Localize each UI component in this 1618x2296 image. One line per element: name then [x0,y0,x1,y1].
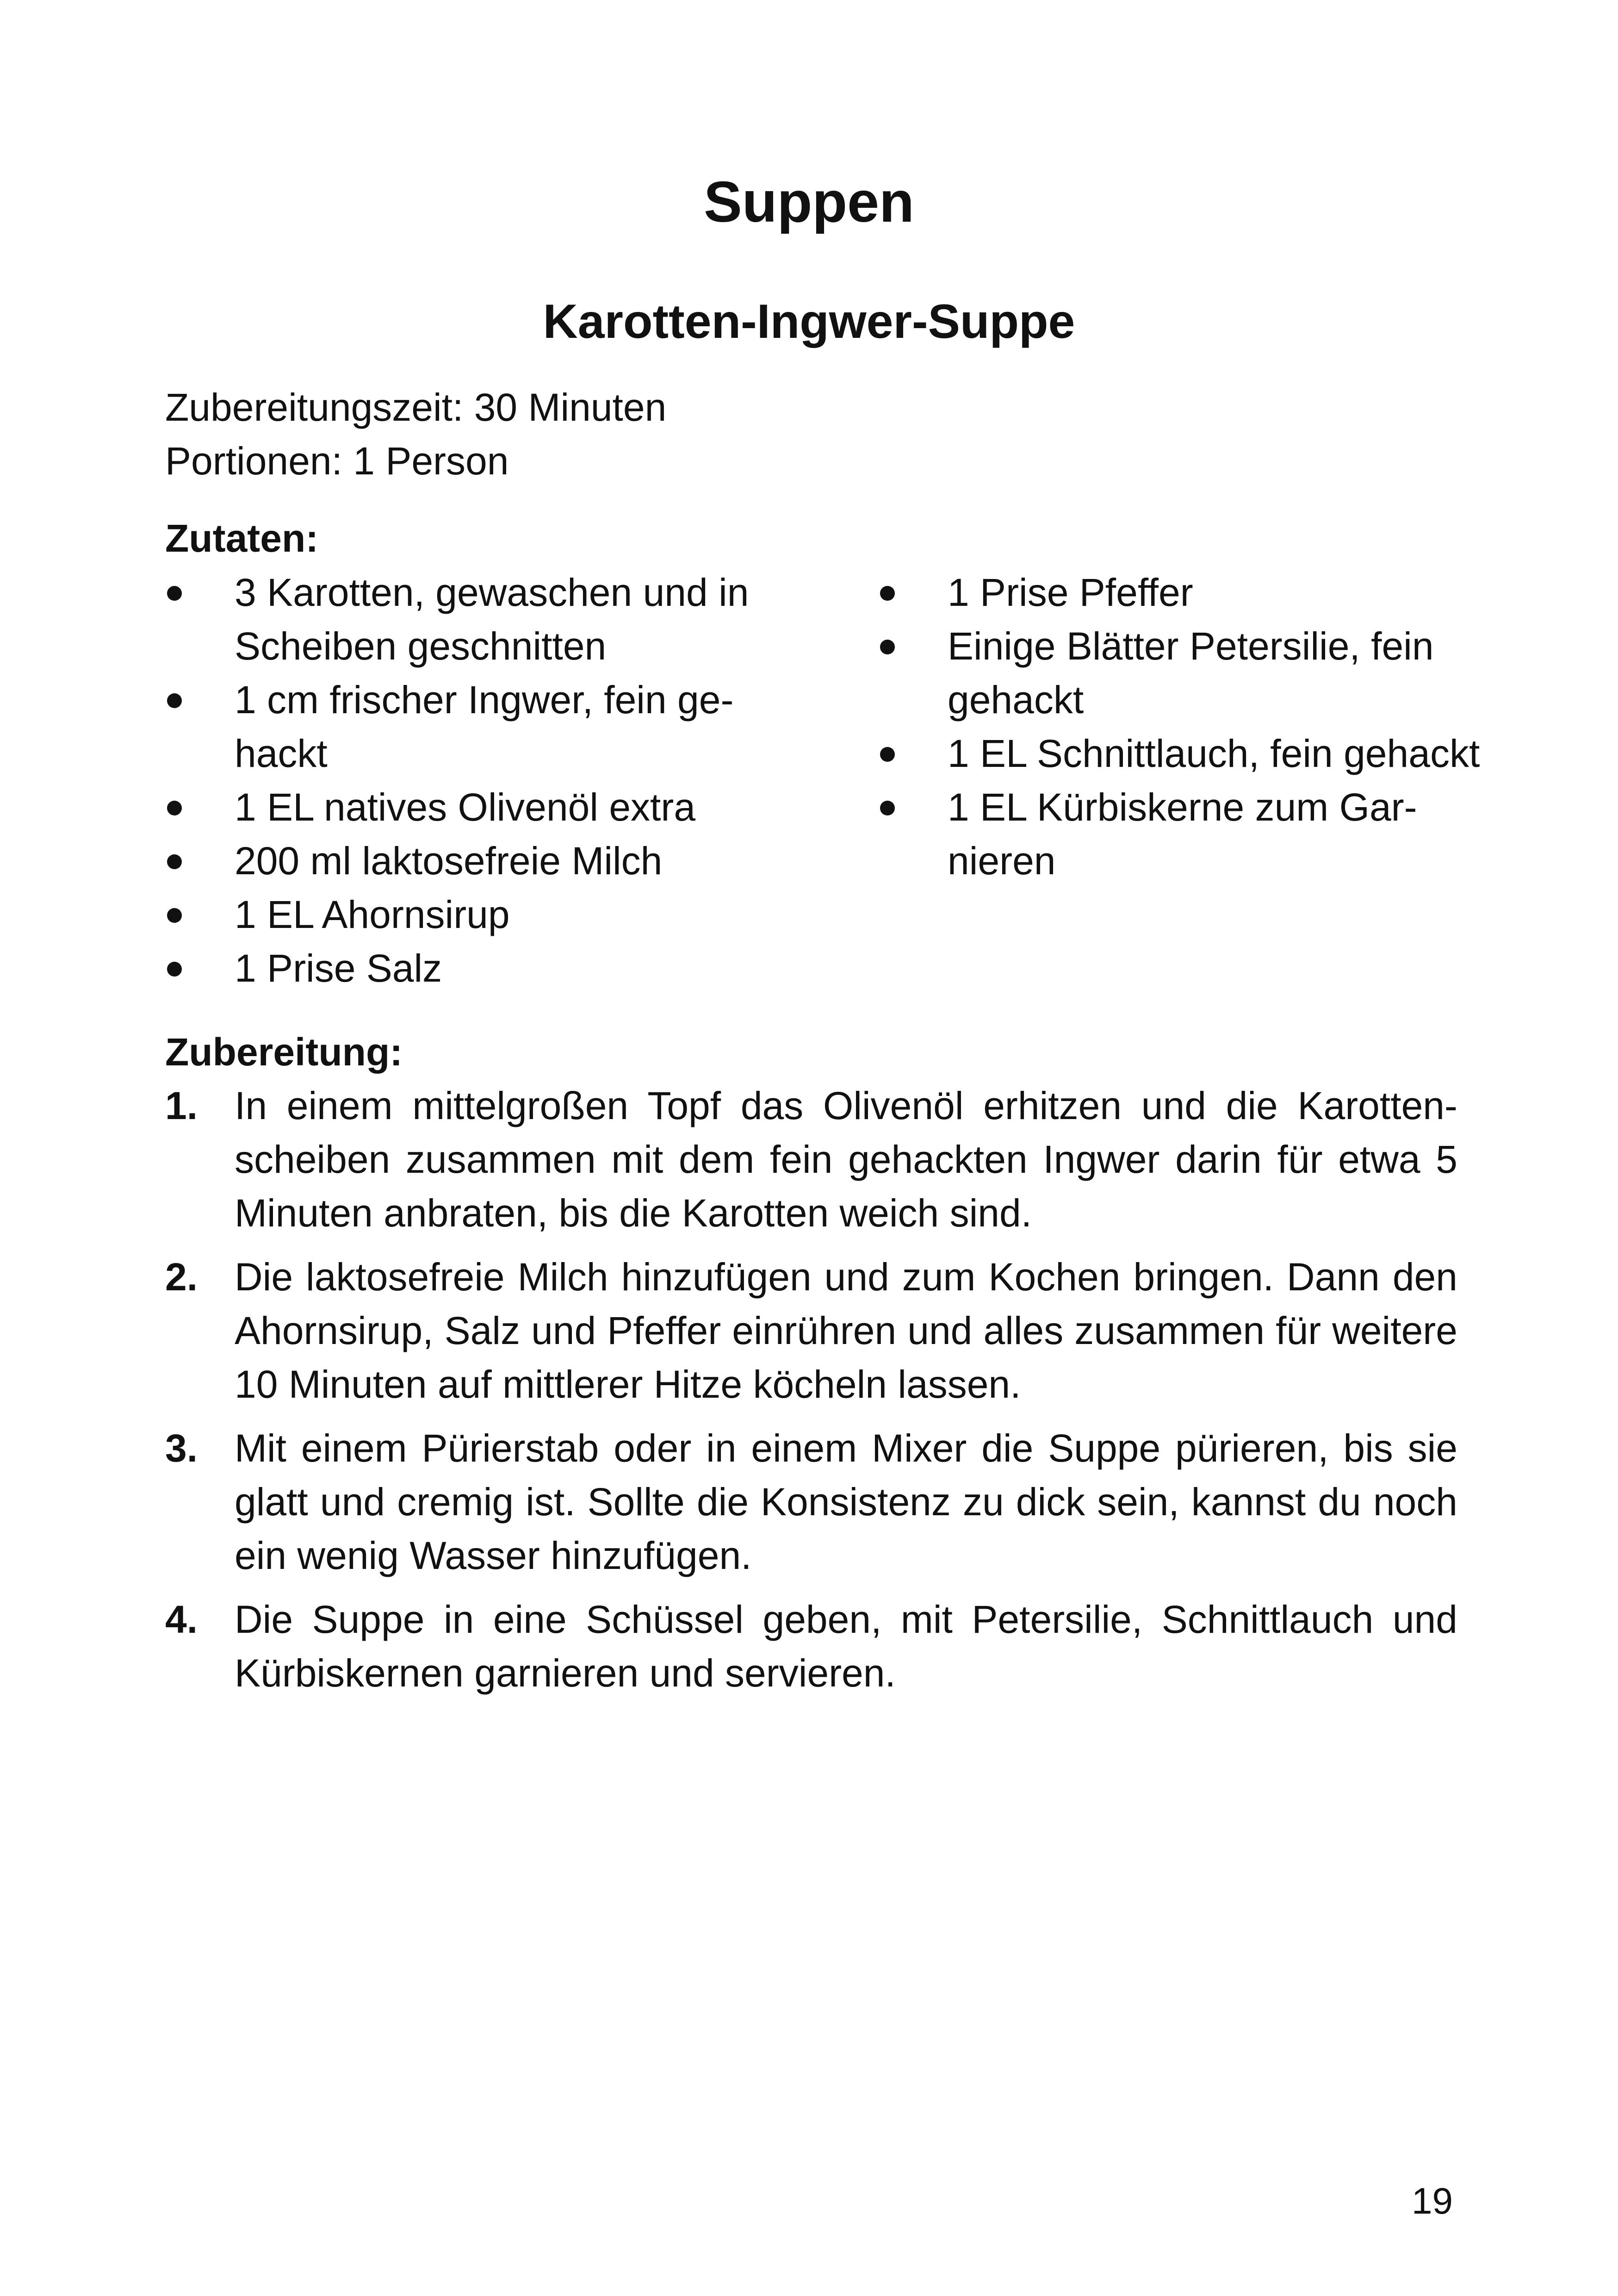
ingredient-text: 3 Karotten, gewaschen und in Scheiben geschnitten [235,571,749,668]
prep-time: Zubereitungszeit: 30 Minuten [165,386,667,429]
ingredient-text: 1 cm frischer Ingwer, fein gehackt [235,678,734,775]
bullet-icon [167,586,182,601]
ingredients-heading: Zutaten: [165,516,319,560]
bullet-icon [880,801,895,815]
step-text: Die Suppe in eine Schüssel geben, mit Petersilie, Schnittlauch und Kürbiskernen garnieren und servieren. [235,1598,1457,1695]
ingredient-text: 200 ml laktosefreie Milch [235,839,663,883]
bullet-icon [880,747,895,762]
page-number: 19 [1412,2180,1453,2221]
chapter-title: Suppen [704,170,914,234]
bullet-icon [167,801,182,815]
ingredient-item [165,941,767,995]
step-item [165,1421,1457,1582]
preparation-heading: Zubereitung: [165,1030,403,1074]
ingredient-item [878,727,1480,780]
ingredient-text: 1 EL Schnittlauch, fein gehackt [948,732,1480,775]
step-number: 3. [165,1426,198,1470]
preparation-steps [165,1079,1457,1710]
step-number: 1. [165,1084,198,1127]
ingredient-item [878,619,1480,727]
step-number: 2. [165,1255,198,1299]
ingredient-text: 1 EL Ahornsirup [235,893,510,936]
step-text: Die laktosefreie Milch hinzufügen und zum Kochen bringen. Dann den Ahornsirup, Salz und Pfeffer einrühren und alles zusammen für weitere 10 Minuten auf mittlerer Hitze köcheln lassen. [235,1255,1457,1406]
bullet-icon [167,908,182,923]
ingredient-item [165,673,767,780]
ingredient-text: 1 Prise Salz [235,946,442,990]
ingredient-item [878,566,1480,619]
recipe-title: Karotten-Ingwer-Suppe [543,295,1075,348]
step-text: In einem mittelgroßen Topf das Olivenöl erhitzen und die Karottenscheiben zusammen mit dem fein gehackten Ingwer darin für etwa 5 Minuten anbraten, bis die Karotten weich sind. [235,1084,1457,1235]
ingredient-item [165,566,767,673]
step-item [165,1250,1457,1411]
ingredients-list-right [878,566,1480,888]
ingredient-item [878,780,1480,888]
ingredient-text: 1 EL Kürbiskerne zum Garnieren [948,785,1417,883]
ingredient-item [165,888,767,941]
step-number: 4. [165,1598,198,1641]
step-item [165,1079,1457,1240]
portions: Portionen: 1 Person [165,439,509,483]
step-text: Mit einem Pürierstab oder in einem Mixer die Suppe pürieren, bis sie glatt und cremig ist. Sollte die Konsistenz zu dick sein, kannst du noch ein wenig Wasser hinzufügen. [235,1426,1457,1577]
bullet-icon [167,693,182,708]
bullet-icon [167,854,182,869]
bullet-icon [880,640,895,654]
ingredient-text: Einige Blätter Petersilie, fein gehackt [948,624,1434,722]
ingredient-text: 1 Prise Pfeffer [948,571,1193,614]
bullet-icon [880,586,895,601]
ingredients-list-left [165,566,767,995]
ingredient-text: 1 EL natives Olivenöl extra [235,785,696,829]
bullet-icon [167,962,182,977]
ingredient-item [165,780,767,834]
step-item [165,1593,1457,1700]
ingredient-item [165,834,767,888]
